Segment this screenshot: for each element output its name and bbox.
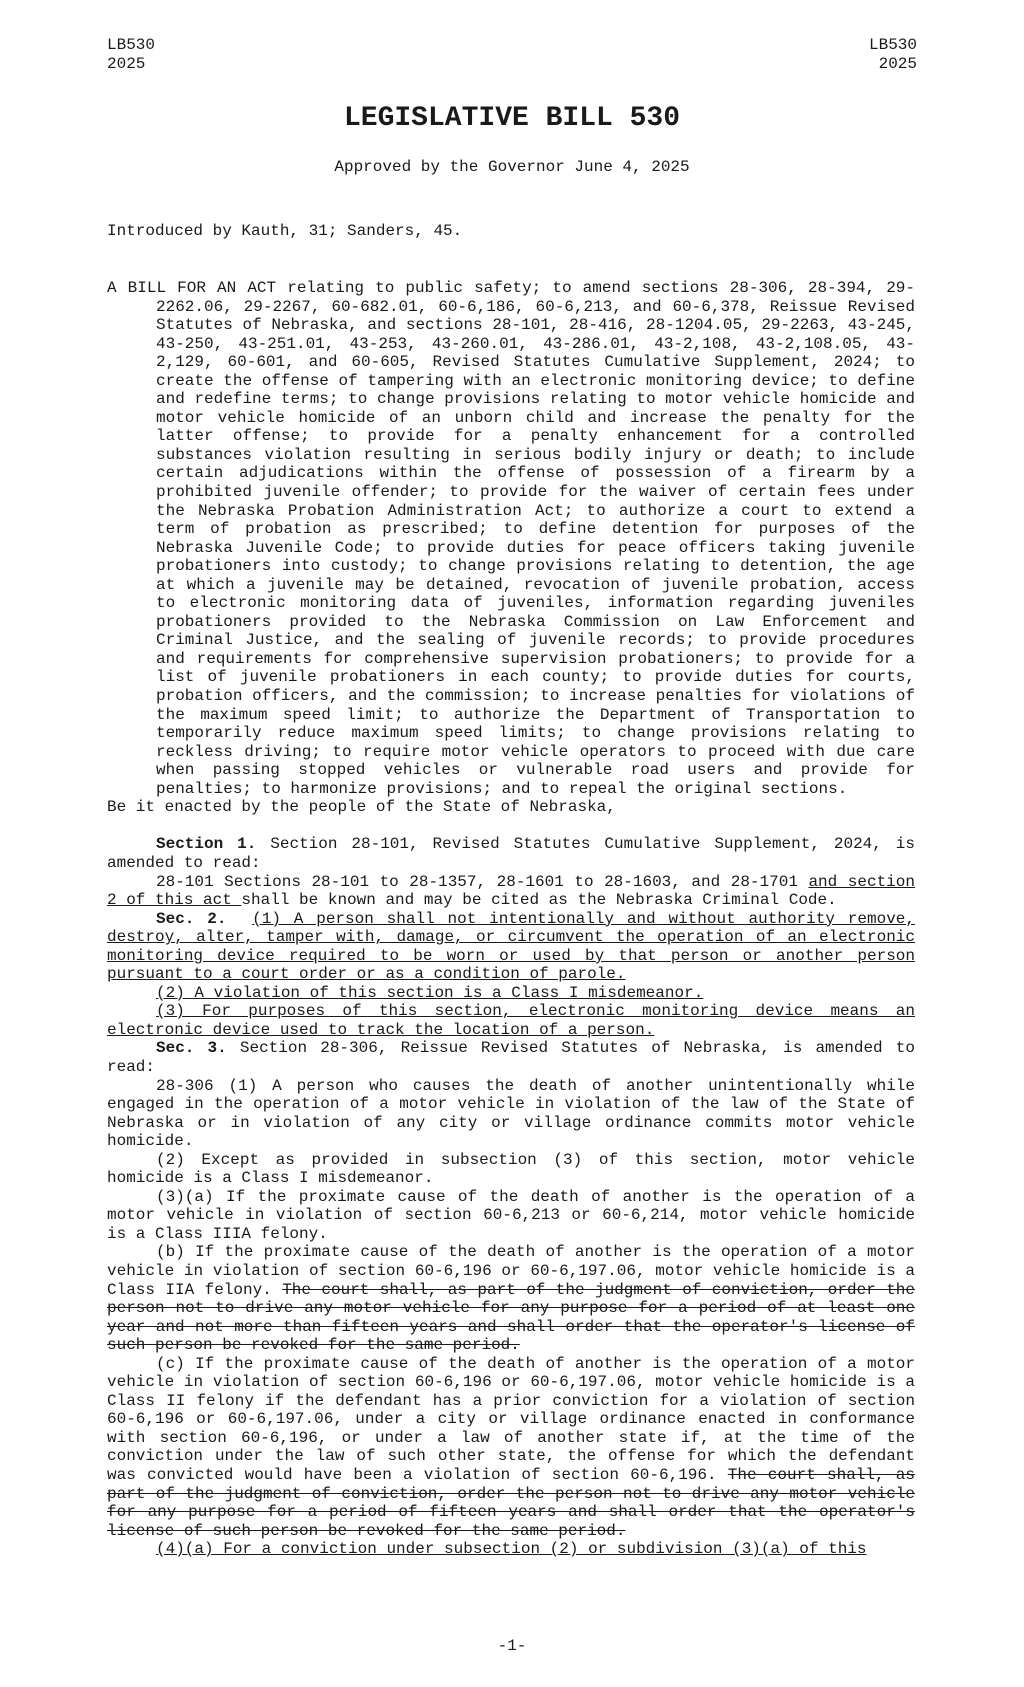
statute-text: (b) If the proximate cause of the death of another is the operation of a motor vehicle in violation of section 60-6,196 or 60-6,197.06, motor vehicle homicide is a Class IIA felony.: [107, 1243, 915, 1299]
statute-text: shall be known and may be cited as the Nebraska Criminal Code.: [241, 891, 837, 910]
bill-title: LEGISLATIVE BILL 530: [343, 103, 681, 134]
struck-text: The court shall, as part of the judgment of conviction, order the person not to drive any motor vehicle for any purpose for a period of at least one year and not more than fifteen years and shall order that the operator's license of such person be revoked for the same period.: [107, 1280, 915, 1355]
enacting-clause: Be it enacted by the people of the State of Nebraska,: [107, 798, 616, 817]
section-3-p3c: [107, 1355, 915, 1540]
inserted-text: and section 2 of this act: [107, 872, 915, 910]
section-text: Section 28-101, Revised Statutes Cumulative Supplement, 2024, is amended to read:: [107, 835, 916, 872]
inserted-text: (2) A violation of this section is a Class I misdemeanor.: [156, 983, 704, 1002]
inserted-text: (1) A person shall not intentionally and without authority remove, destroy, alter, tamper with, damage, or circumvent the operation of an electronic monitoring device required to be worn or used by that person or another person pursuant to a court order or as a condition of parole.: [107, 909, 915, 984]
header-left: [107, 36, 155, 74]
statute-text: (c) If the proximate cause of the death of another is the operation of a motor vehicle in violation of section 60-6,196 or 60-6,197.06, motor vehicle homicide is a Class II felony if the defendant has a prior conviction for a violation of section 60-6,196 or 60-6,197.06, under a city or village ordinance enacted in conformance with section 60-6,196, or under a law of another state if, at the time of the conviction under the law of such other state, the offense for which the defendant was convicted would have been a violation of section 60-6,196.: [107, 1354, 915, 1484]
section-3-p3a: (3)(a) If the proximate cause of the death of another is the operation of a motor vehicle in violation of section 60-6,213 or 60-6,214, motor vehicle homicide is a Class IIIA felony.: [107, 1187, 915, 1243]
section-heading: Section 1.: [156, 835, 257, 854]
section-3-p2: (2) Except as provided in subsection (3) of this section, motor vehicle homicide is a Class I misdemeanor.: [107, 1150, 915, 1188]
inserted-text: (3) For purposes of this section, electronic monitoring device means an electronic device used to track the location of a person.: [107, 1002, 915, 1039]
section-1-intro: [107, 835, 915, 872]
bill-title-paragraph: A BILL FOR AN ACT relating to public safety; to amend sections 28-306, 28-394, 29-2262.06, 29-2267, 60-682.01, 60-6,186, 60-6,213, and 60-6,378, Reissue Revised Statutes of Nebraska, and sections 28-101, 28-416, 28-1204.05, 29-2263, 43-245, 43-250, 43-251.01, 43-253, 43-260.01, 43-286.01, 43-2,108, 43-2,108.05, 43-2,129, 60-601, and 60-605, Revised Statutes Cumulative Supplement, 2024; to create the offense of tampering with an electronic monitoring device; to define and redefine terms; to change provisions relating to motor vehicle homicide and motor vehicle homicide of an unborn child and increase the penalty for the latter offense; to provide for a penalty enhancement for a controlled substances violation resulting in serious bodily injury or death; to include certain adjudications within the offense of possession of a firearm by a prohibited juvenile offender; to provide for the waiver of certain fees under the Nebraska Probation Administration Act; to authorize a court to extend a term of probation as prescribed; to define detention for purposes of the Nebraska Juvenile Code; to provide duties for peace officers taking juvenile probationers into custody; to change provisions relating to detention, the age at which a juvenile may be detained, revocation of juvenile probation, access to electronic monitoring data of juveniles, information regarding juveniles probationers provided to the Nebraska Commission on Law Enforcement and Criminal Justice, and the sealing of juvenile records; to provide procedures and requirements for comprehensive supervision probationers; to provide for a list of juvenile probationers in each county; to provide duties for courts, probation officers, and the commission; to increase penalties for violations of the maximum speed limit; to authorize the Department of Transportation to temporarily reduce maximum speed limits; to change provisions relating to reckless driving; to require motor vehicle operators to proceed with due care when passing stopped vehicles or vulnerable road users and provide for penalties; to harmonize provisions; and to repeal the original sections.: [107, 279, 915, 798]
section-text: Section 28-306, Reissue Revised Statutes of Nebraska, is amended to read:: [107, 1039, 915, 1076]
section-3-intro: [107, 1039, 915, 1076]
section-3-p4a: [107, 1540, 915, 1559]
section-2-p2: [107, 984, 915, 1003]
section-2-p3: [107, 1002, 915, 1039]
header-bill-number: LB530: [107, 36, 156, 54]
header-right: [869, 36, 917, 74]
bill-body: [107, 279, 915, 1559]
introduced-by-line: Introduced by Kauth, 31; Sanders, 45.: [107, 222, 463, 240]
section-heading: Sec. 2.: [156, 909, 227, 928]
statute-text: 28-101 Sections 28-101 to 28-1357, 28-1601 to 28-1603, and 28-1701: [156, 872, 809, 891]
section-1-body: [107, 873, 915, 910]
header-year: 2025: [878, 55, 917, 73]
section-2-p1: [107, 910, 915, 984]
section-3-p1: 28-306 (1) A person who causes the death of another unintentionally while engaged in the operation of a motor vehicle in violation of the law of the State of Nebraska or in violation of any city or village ordinance commits motor vehicle homicide.: [107, 1076, 915, 1151]
inserted-text: (4)(a) For a conviction under subsection (2) or subdivision (3)(a) of this: [156, 1540, 867, 1559]
struck-text: The court shall, as part of the judgment of conviction, order the person not to drive any motor vehicle for any purpose for a period of fifteen years and shall order that the operator's license of such person be revoked for the same period.: [107, 1466, 915, 1540]
header-year: 2025: [107, 55, 146, 73]
section-heading: Sec. 3.: [156, 1039, 227, 1058]
section-3-p3b: [107, 1243, 915, 1354]
header-bill-number: LB530: [868, 36, 917, 54]
approval-line: Approved by the Governor June 4, 2025: [334, 158, 690, 176]
page-number: -1-: [497, 1637, 527, 1655]
